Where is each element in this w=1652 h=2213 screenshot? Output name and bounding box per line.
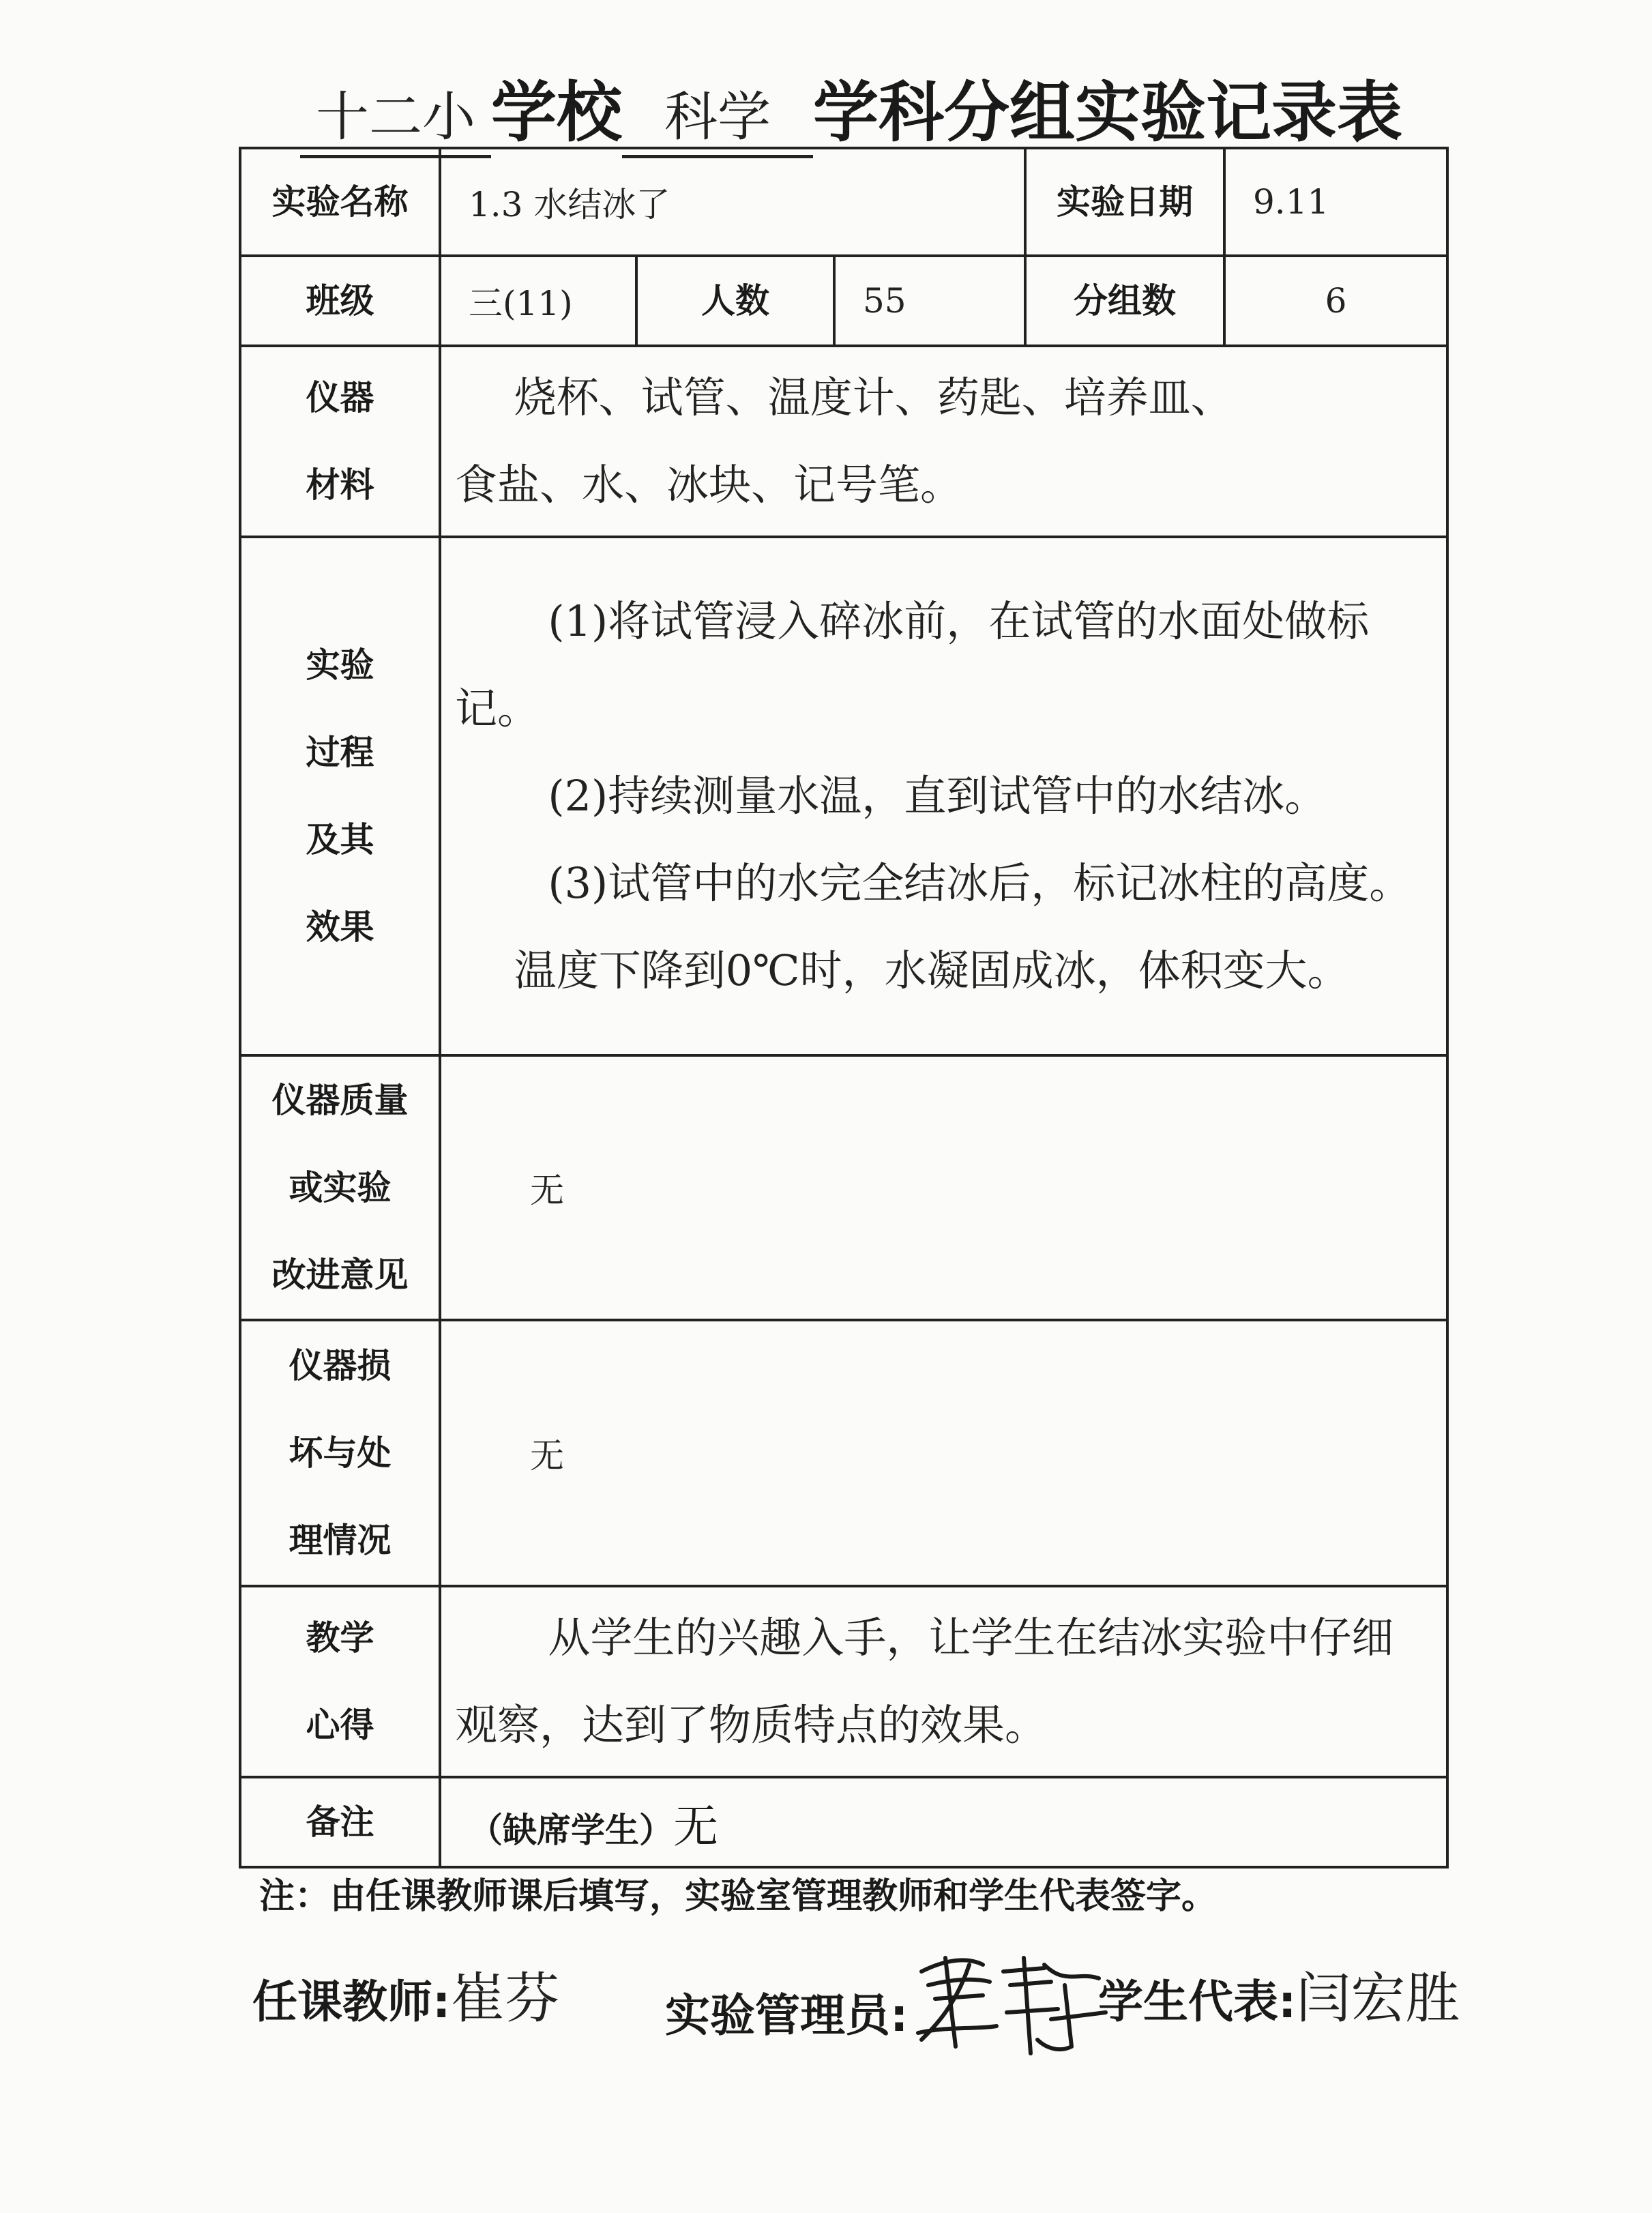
remarks-value [440, 1777, 1447, 1867]
student-count-value: 55 [834, 256, 1025, 346]
student-count-label: 人数 [636, 256, 834, 346]
materials-label-line2: 材料 [306, 465, 374, 505]
footnote: 注：由任课教师课后填写，实验室管理教师和学生代表签字。 [259, 1876, 1218, 1917]
process-step1: (1)将试管浸入碎冰前，在试管的水面处做标记。 [455, 596, 1370, 733]
teacher-name: 崔芬 [450, 1967, 560, 2030]
quality-value: 无 [440, 1055, 1447, 1320]
materials-text [441, 347, 1446, 536]
damage-value: 无 [440, 1320, 1447, 1586]
quality-label-line3: 改进意见 [271, 1255, 409, 1295]
process-label [240, 537, 440, 1055]
process-result: 温度下降到0℃时，水凝固成冰，体积变大。 [514, 946, 1350, 995]
admin-label: 实验管理员: [665, 1989, 909, 2042]
reflection-label-line1: 教学 [306, 1618, 374, 1658]
reflection-value [440, 1586, 1447, 1777]
row-remarks [240, 1777, 1447, 1867]
process-label-line1: 实验 [306, 645, 374, 685]
quality-label-line1: 仪器质量 [271, 1081, 409, 1120]
materials-value [440, 346, 1447, 537]
process-step2: (2)持续测量水温，直到试管中的水结冰。 [548, 771, 1327, 821]
materials-label [240, 346, 440, 537]
group-count-label: 分组数 [1025, 256, 1224, 346]
damage-label [240, 1320, 440, 1586]
experiment-name-value: 1.3 水结冰了 [440, 148, 1025, 256]
remarks-label: 备注 [240, 1777, 440, 1867]
experiment-name-label: 实验名称 [240, 148, 440, 256]
materials-label-line1: 仪器 [306, 378, 374, 417]
admin-signature [665, 1944, 1112, 2053]
process-value [440, 537, 1447, 1055]
student-signature [1098, 1944, 1460, 2053]
experiment-date-value: 9.11 [1224, 148, 1447, 256]
reflection-text-wrap [441, 1587, 1446, 1776]
quality-label [240, 1055, 440, 1320]
row-materials [240, 346, 1447, 537]
signature-row [252, 1944, 1548, 2053]
admin-signature-scribble-icon [908, 1944, 1112, 2111]
process-label-line2: 过程 [306, 733, 374, 772]
process-step3: (3)试管中的水完全结冰后，标记冰柱的高度。 [548, 858, 1412, 908]
group-count-value: 6 [1224, 256, 1447, 346]
school-suffix: 学校 [491, 74, 622, 151]
damage-label-line3: 理情况 [289, 1521, 392, 1560]
class-label: 班级 [240, 256, 440, 346]
student-name: 闫宏胜 [1296, 1967, 1460, 2030]
materials-line2: 食盐、水、冰块、记号笔。 [455, 460, 963, 510]
process-label-line3: 及其 [306, 820, 374, 860]
process-label-line4: 效果 [306, 907, 374, 947]
row-quality [240, 1055, 1447, 1320]
row-reflection [240, 1586, 1447, 1777]
reflection-text: 从学生的兴趣入手，让学生在结冰实验中仔细观察，达到了物质特点的效果。 [455, 1613, 1394, 1750]
damage-label-line1: 仪器损 [289, 1346, 392, 1386]
teacher-signature [252, 1944, 559, 2053]
title-suffix: 学科分组实验记录表 [813, 74, 1402, 151]
subject-blank: 科学 [622, 80, 813, 158]
row-process [240, 537, 1447, 1055]
reflection-label-line2: 心得 [306, 1705, 374, 1745]
process-text [441, 571, 1446, 1021]
teacher-label: 任课教师: [252, 1976, 451, 2028]
student-label: 学生代表: [1098, 1976, 1297, 2028]
row-class-info [240, 256, 1447, 346]
materials-line1: 烧杯、试管、温度计、药匙、培养皿、 [514, 372, 1233, 422]
reflection-label [240, 1586, 440, 1777]
row-experiment-name [240, 148, 1447, 256]
remarks-absent-value: 无 [673, 1800, 718, 1853]
quality-label-line2: 或实验 [289, 1168, 392, 1207]
school-name-blank: 十二小 [300, 80, 491, 158]
remarks-prefix: （缺席学生） [469, 1810, 673, 1850]
experiment-date-label: 实验日期 [1025, 148, 1224, 256]
damage-label-line2: 坏与处 [289, 1433, 392, 1473]
class-value: 三(11) [440, 256, 636, 346]
experiment-record-table [239, 147, 1449, 1868]
row-damage [240, 1320, 1447, 1586]
